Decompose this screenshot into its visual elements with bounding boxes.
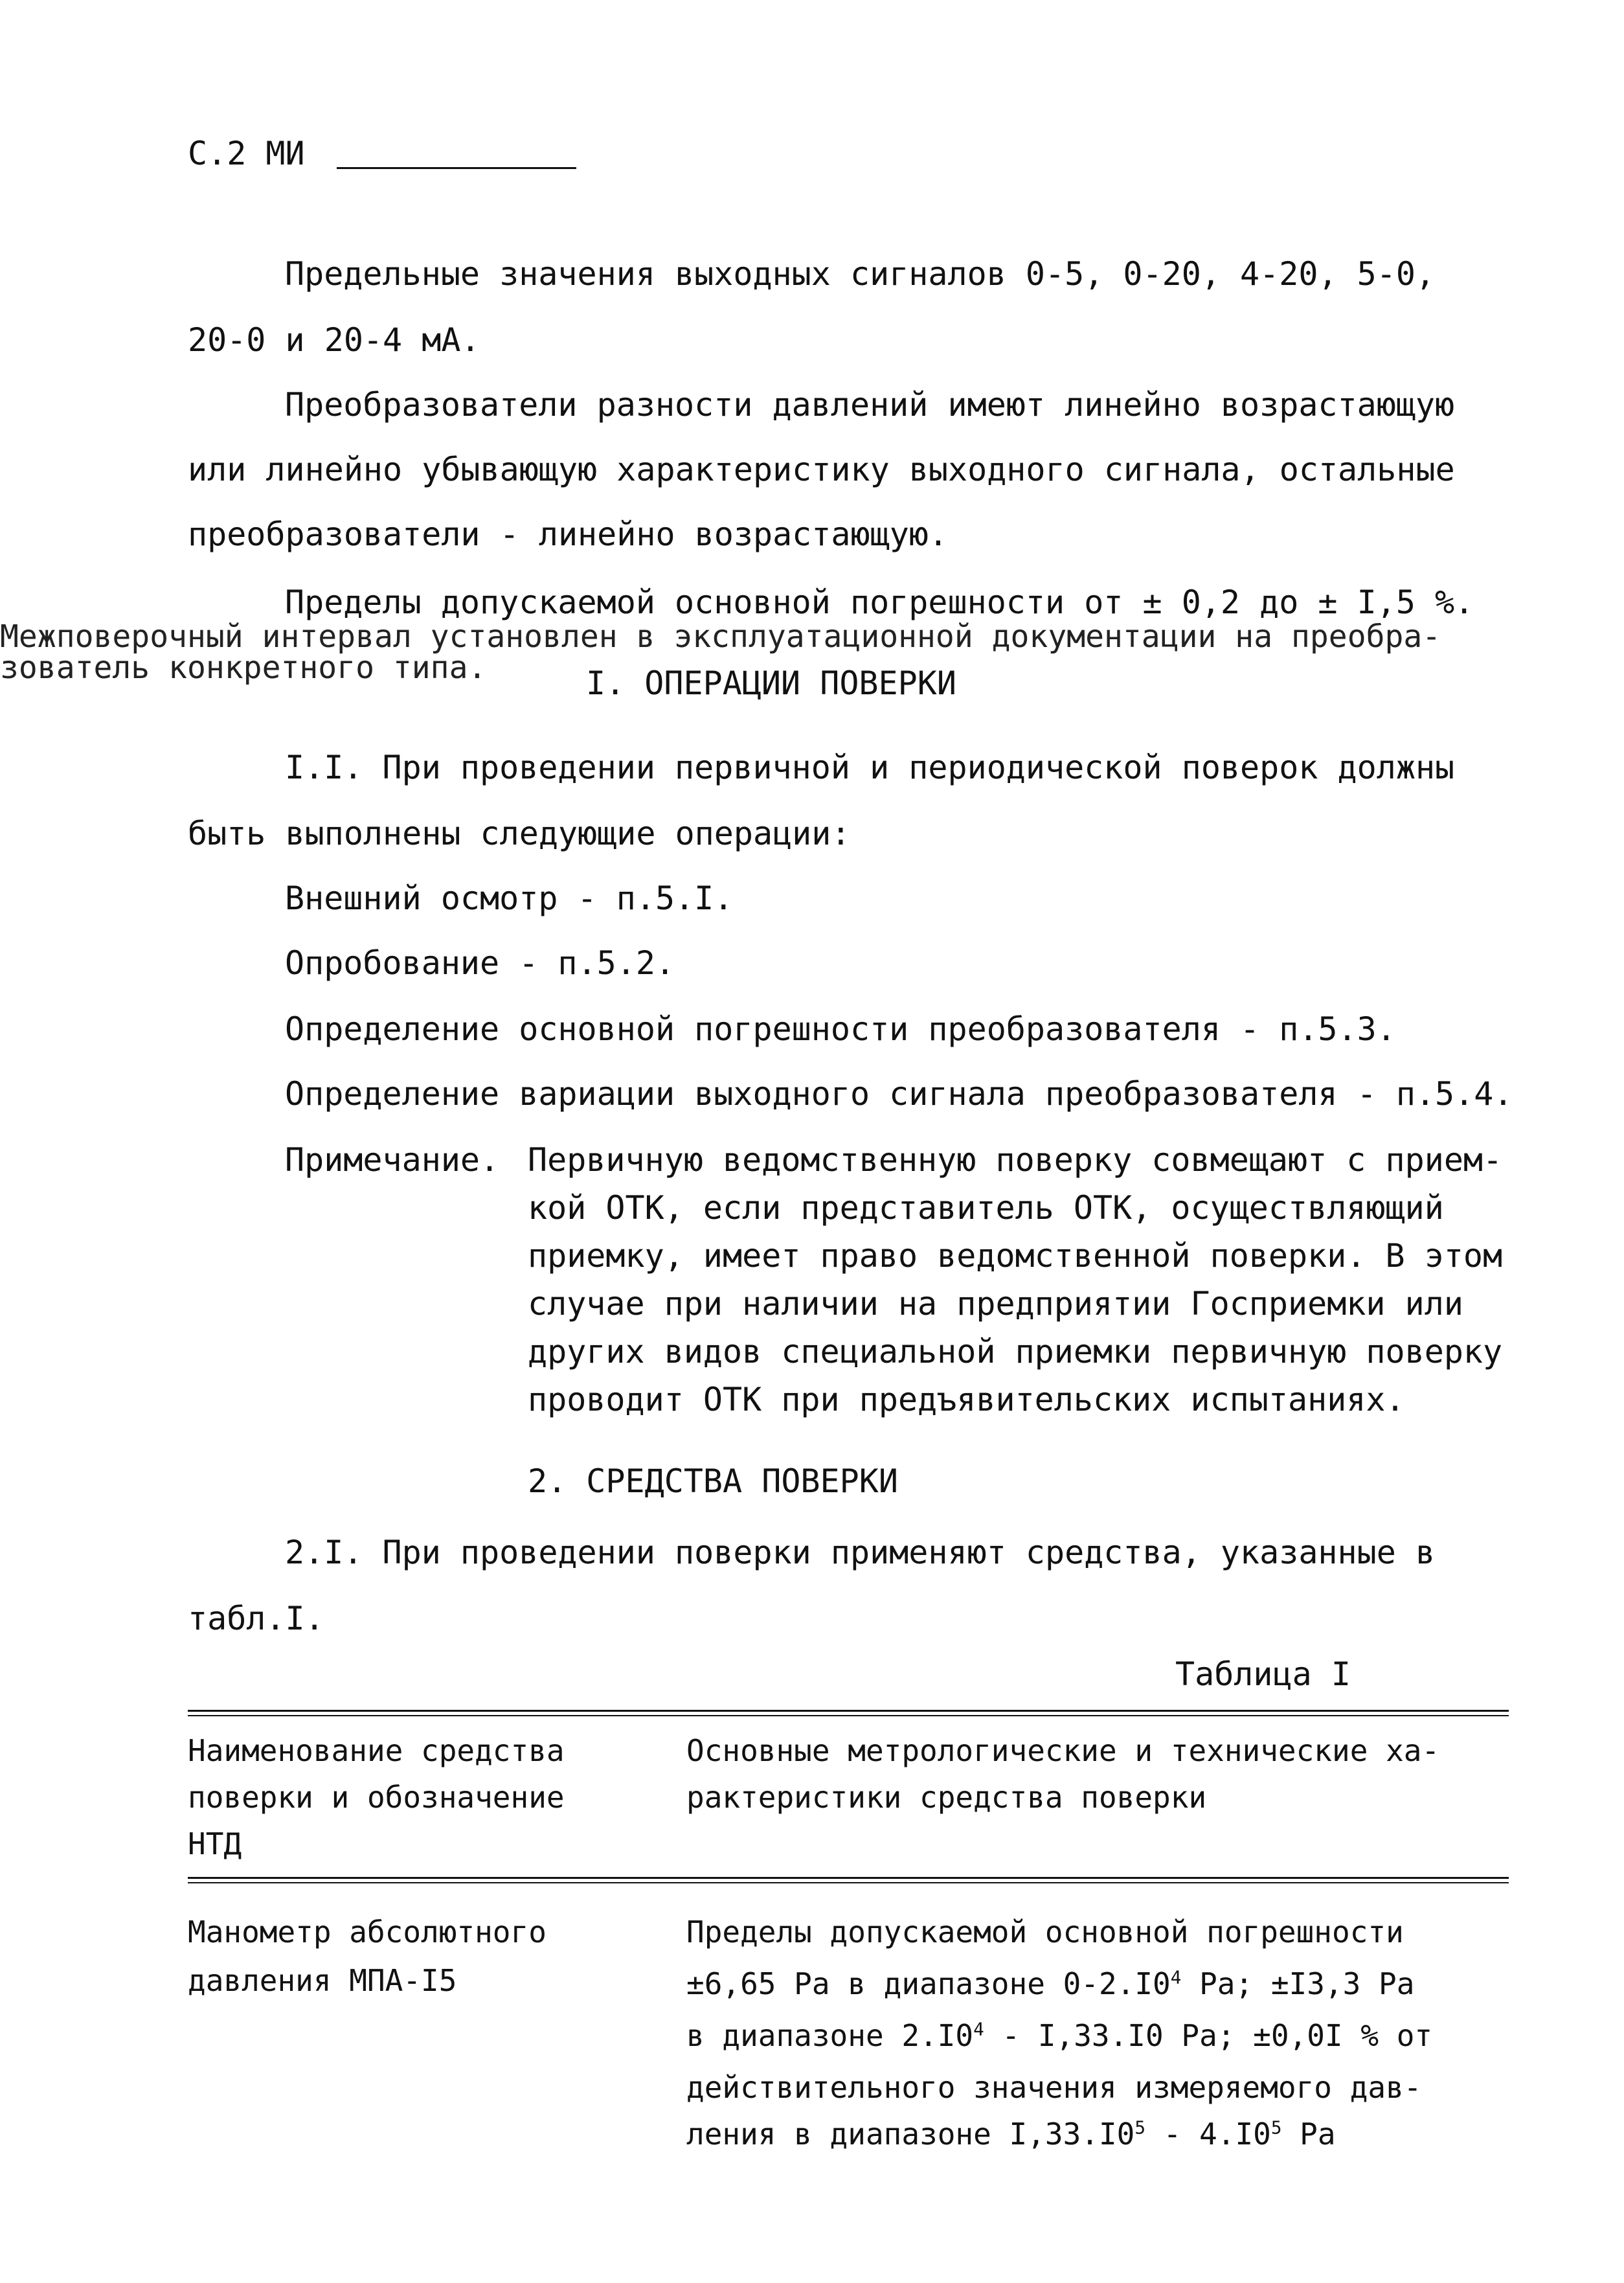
range-text-4: - I,33.I0 Ра; ±0,0I % от	[984, 2018, 1433, 2053]
operation-item-4: Определение вариации выходного сигнала преобразователя - п.5.4.	[285, 1075, 1513, 1113]
table-header-col1-line3: НТД	[188, 1826, 242, 1861]
section2-title: 2. СРЕДСТВА ПОВЕРКИ	[528, 1462, 898, 1500]
intro-p1-line2: 20-0 и 20-4 мА.	[188, 321, 480, 359]
section1-p1-line1: I.I. При проведении первичной и периодической поверок должны	[285, 749, 1455, 786]
section1-p1-line2: быть выполнены следующие операции:	[188, 815, 851, 852]
section2-p1-line1: 2.I. При проведении поверки применяют средства, указанные в	[285, 1534, 1436, 1571]
operation-item-2: Опробование - п.5.2.	[285, 944, 675, 982]
range-text-5: ления в диапазоне I,33.I0	[686, 2117, 1135, 2152]
table-row1-col2-line4: действительного значения измеряемого дав-	[686, 2070, 1422, 2105]
interval-note-line2: зователь конкретного типа.	[0, 650, 487, 686]
table-row1-col1-line1: Манометр абсолютного	[188, 1914, 547, 1949]
table-row1-col2-line5	[686, 2117, 1336, 2152]
range-text-6: - 4.I0	[1145, 2117, 1271, 2152]
note-line-5: других видов специальной приемки первичную поверку	[528, 1333, 1503, 1370]
section2-p1-line2: табл.I.	[188, 1600, 324, 1637]
interval-note-line1: Межповерочный интервал установлен в эксплуатационной документации на преобра-	[0, 619, 1441, 655]
page-reference: С.2 МИ	[188, 135, 305, 172]
table-row1-col2-line2	[686, 1966, 1415, 2001]
exponent-4: 5	[1270, 2117, 1282, 2139]
header-blank-line	[337, 167, 576, 169]
range-text-3: в диапазоне 2.I0	[686, 2018, 974, 2053]
intro-p2-line2: или линейно убывающую характеристику выходного сигнала, остальные	[188, 451, 1455, 488]
exponent-3: 5	[1134, 2117, 1145, 2139]
note-line-4: случае при наличии на предприятии Госприемки или	[528, 1285, 1463, 1323]
table-header-rule	[188, 1877, 1509, 1883]
table-header-col1-line1: Наименование средства	[188, 1733, 565, 1768]
operation-item-1: Внешний осмотр - п.5.I.	[285, 880, 734, 917]
exponent-2: 4	[973, 2018, 984, 2040]
intro-p1-line1: Предельные значения выходных сигналов 0-5, 0-20, 4-20, 5-0,	[285, 255, 1436, 293]
note-line-2: кой ОТК, если представитель ОТК, осуществляющий	[528, 1189, 1444, 1227]
exponent-1: 4	[1170, 1966, 1182, 1988]
intro-p3-line1: Пределы допускаемой основной погрешности от ± 0,2 до ± I,5 %.	[285, 584, 1474, 621]
note-line-6: проводит ОТК при предъявительских испытаниях.	[528, 1381, 1405, 1418]
table-header-col1-line2: поверки и обозначение	[188, 1780, 565, 1815]
operation-item-3: Определение основной погрешности преобразователя - п.5.3.	[285, 1010, 1396, 1048]
intro-p2-line3: преобразователи - линейно возрастающую.	[188, 516, 948, 553]
section1-title: I. ОПЕРАЦИИ ПОВЕРКИ	[586, 664, 956, 702]
table-caption: Таблица I	[1175, 1655, 1351, 1693]
table-header-col2-line1: Основные метрологические и технические ха-	[686, 1733, 1440, 1768]
range-text-2: Ра; ±I3,3 Ра	[1181, 1966, 1415, 2001]
table-header-col2-line2: рактеристики средства поверки	[686, 1780, 1207, 1815]
table-row1-col1-line2: давления МПА-I5	[188, 1963, 457, 1998]
range-text-1: ±6,65 Ра в диапазоне 0-2.I0	[686, 1966, 1171, 2001]
table-row1-col2-line1: Пределы допускаемой основной погрешности	[686, 1914, 1404, 1949]
table-row1-col2-line3	[686, 2018, 1433, 2053]
note-line-3: приемку, имеет право ведомственной поверки. В этом	[528, 1237, 1503, 1275]
note-label: Примечание.	[285, 1141, 500, 1179]
table-top-rule	[188, 1710, 1509, 1716]
intro-p2-line1: Преобразователи разности давлений имеют линейно возрастающую	[285, 386, 1455, 424]
note-line-1: Первичную ведомственную поверку совмещают с прием-	[528, 1141, 1503, 1179]
range-text-7: Ра	[1281, 2117, 1336, 2152]
